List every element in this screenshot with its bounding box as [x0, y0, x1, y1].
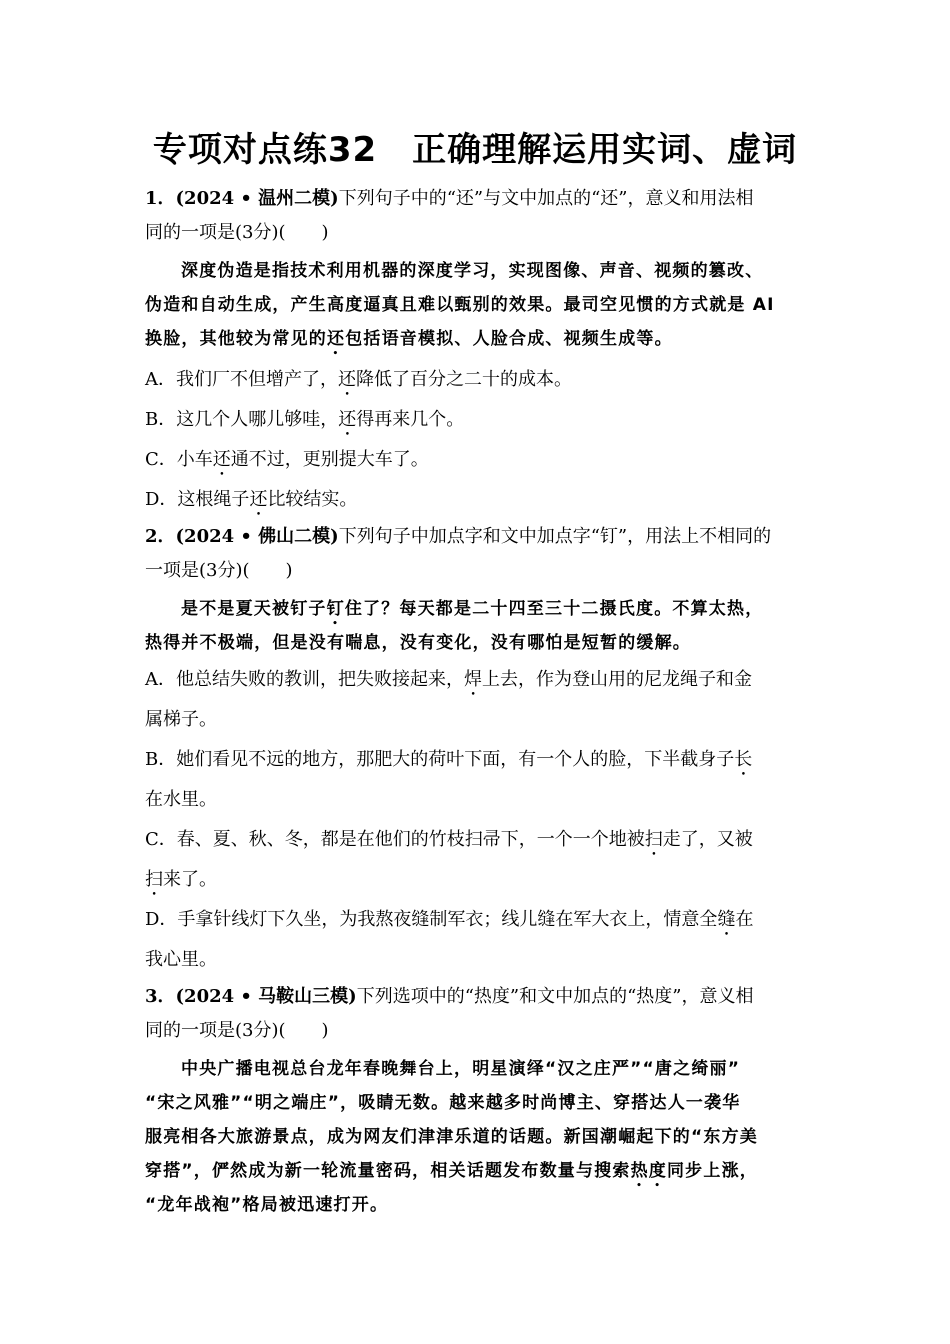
question-source: (2024 • 佛山二模)	[175, 526, 339, 547]
option-text: A．我们厂不但增产了，	[145, 369, 338, 390]
page-title: 专项对点练32 正确理解运用实词、虚词	[152, 130, 798, 170]
exercise-content	[145, 182, 810, 1222]
question-2-stem-cont: 一项是(3分)( )	[145, 560, 293, 581]
dotted-word: 还	[338, 409, 357, 430]
option-d-cont: 我心里。	[145, 949, 217, 970]
option-text: C．小车	[145, 449, 213, 470]
dotted-word: 缝	[717, 909, 736, 930]
option-text: 通不过，更别提大车了。	[230, 449, 429, 470]
question-2-stem	[145, 520, 810, 554]
dotted-word: 还	[212, 449, 231, 470]
question-1-stem	[145, 182, 810, 216]
question-1-stem-cont: 同的一项是(3分)( )	[145, 222, 329, 243]
passage-text: 住了？每天都是二十四至三十二摄氏度。不算太热，	[344, 599, 764, 619]
dotted-word: 扫	[644, 829, 663, 850]
dotted-word: 长	[734, 749, 753, 770]
question-3-stem	[145, 980, 810, 1014]
question-1-passage	[145, 254, 810, 356]
passage-text: 穿搭”，俨然成为新一轮流量密码，相关话题发布数量与搜索	[145, 1161, 631, 1181]
dotted-word: 还	[338, 369, 356, 390]
option-text: C．春、夏、秋、冬，都是在他们的竹枝扫帚下，一个一个地被	[145, 829, 645, 850]
option-b-cont: 在水里。	[145, 789, 217, 810]
passage-text: 同步上涨，	[666, 1161, 758, 1181]
option-a	[145, 360, 810, 400]
passage-text: 换脸，其他较为常见的	[145, 329, 327, 349]
passage-line	[145, 592, 810, 626]
question-3-stem-cont: 同的一项是(3分)( )	[145, 1020, 329, 1041]
question-2	[145, 520, 810, 980]
option-text: B．这几个人哪儿够哇，	[145, 409, 339, 430]
passage-line: 伪造和自动生成，产生高度逼真且难以甄别的效果。最司空见惯的方式就是 AI	[145, 295, 775, 315]
option-text: A．他总结失败的教训，把失败接起来，	[145, 669, 464, 690]
option-a-cont: 属梯子。	[145, 709, 217, 730]
option-d	[145, 480, 810, 520]
option-b	[145, 400, 810, 440]
option-d	[145, 900, 810, 940]
option-a	[145, 660, 810, 700]
option-text: 走了，又被	[662, 829, 753, 850]
question-1	[145, 182, 810, 520]
dotted-word: 焊	[464, 669, 482, 690]
option-c	[145, 440, 810, 480]
option-text: 来了。	[163, 869, 217, 890]
option-text: 上去，作为登山用的尼龙绳子和金	[482, 669, 752, 690]
passage-line: “龙年战袍”格局被迅速打开。	[145, 1195, 389, 1215]
passage-line: 深度伪造是指技术利用机器的深度学习，实现图像、声音、视频的篡改、	[181, 261, 764, 281]
passage-line: “宋之风雅”“明之端庄”，吸睛无数。越来越多时尚博主、穿搭达人一袭华	[145, 1093, 741, 1113]
question-2-passage	[145, 592, 810, 660]
option-text: 得再来几个。	[356, 409, 465, 430]
passage-text: 是不是夏天被钉子	[181, 599, 327, 619]
passage-line: 热得并不极端，但是没有喘息，没有变化，没有哪怕是短暂的缓解。	[145, 633, 691, 653]
question-stem-text: 下列句子中加点字和文中加点字“钉”，用法上不相同的	[338, 526, 772, 547]
passage-line	[145, 1154, 810, 1188]
question-number: 2．	[145, 526, 176, 547]
dotted-word: 还	[249, 489, 268, 510]
option-text: 比较结实。	[267, 489, 358, 510]
question-source: (2024 • 马鞍山三模)	[175, 986, 357, 1007]
option-b	[145, 740, 810, 780]
option-text: B．她们看见不远的地方，那肥大的荷叶下面，有一个人的脸，下半截身子	[145, 749, 735, 770]
passage-text: 包括语音模拟、人脸合成、视频生成等。	[345, 329, 673, 349]
dotted-word: 热度	[630, 1161, 667, 1181]
question-number: 3．	[145, 986, 176, 1007]
option-c	[145, 820, 810, 860]
question-3-passage	[145, 1052, 810, 1222]
passage-line	[145, 322, 810, 356]
dotted-word: 还	[327, 329, 346, 349]
passage-line: 服亮相各大旅游景点，成为网友们津津乐道的话题。新国潮崛起下的“东方美	[145, 1127, 758, 1147]
passage-line: 中央广播电视总台龙年春晚舞台上，明星演绎“汉之庄严”“唐之绮丽”	[181, 1059, 741, 1079]
option-text: D．手拿针线灯下久坐，为我熬夜缝制军衣；线儿缝在军大衣上，情意全	[145, 909, 718, 930]
question-stem-text: 下列句子中的“还”与文中加点的“还”，意义和用法相	[338, 188, 754, 209]
question-3	[145, 980, 810, 1222]
question-stem-text: 下列选项中的“热度”和文中加点的“热度”，意义相	[356, 986, 754, 1007]
option-c-cont	[145, 860, 810, 900]
question-source: (2024 • 温州二模)	[175, 188, 339, 209]
dotted-word: 扫	[145, 869, 163, 890]
question-number: 1．	[145, 188, 176, 209]
option-text: D．这根绳子	[145, 489, 250, 510]
dotted-word: 钉	[326, 599, 345, 619]
option-text: 降低了百分之二十的成本。	[356, 369, 572, 390]
option-text: 在	[735, 909, 754, 930]
